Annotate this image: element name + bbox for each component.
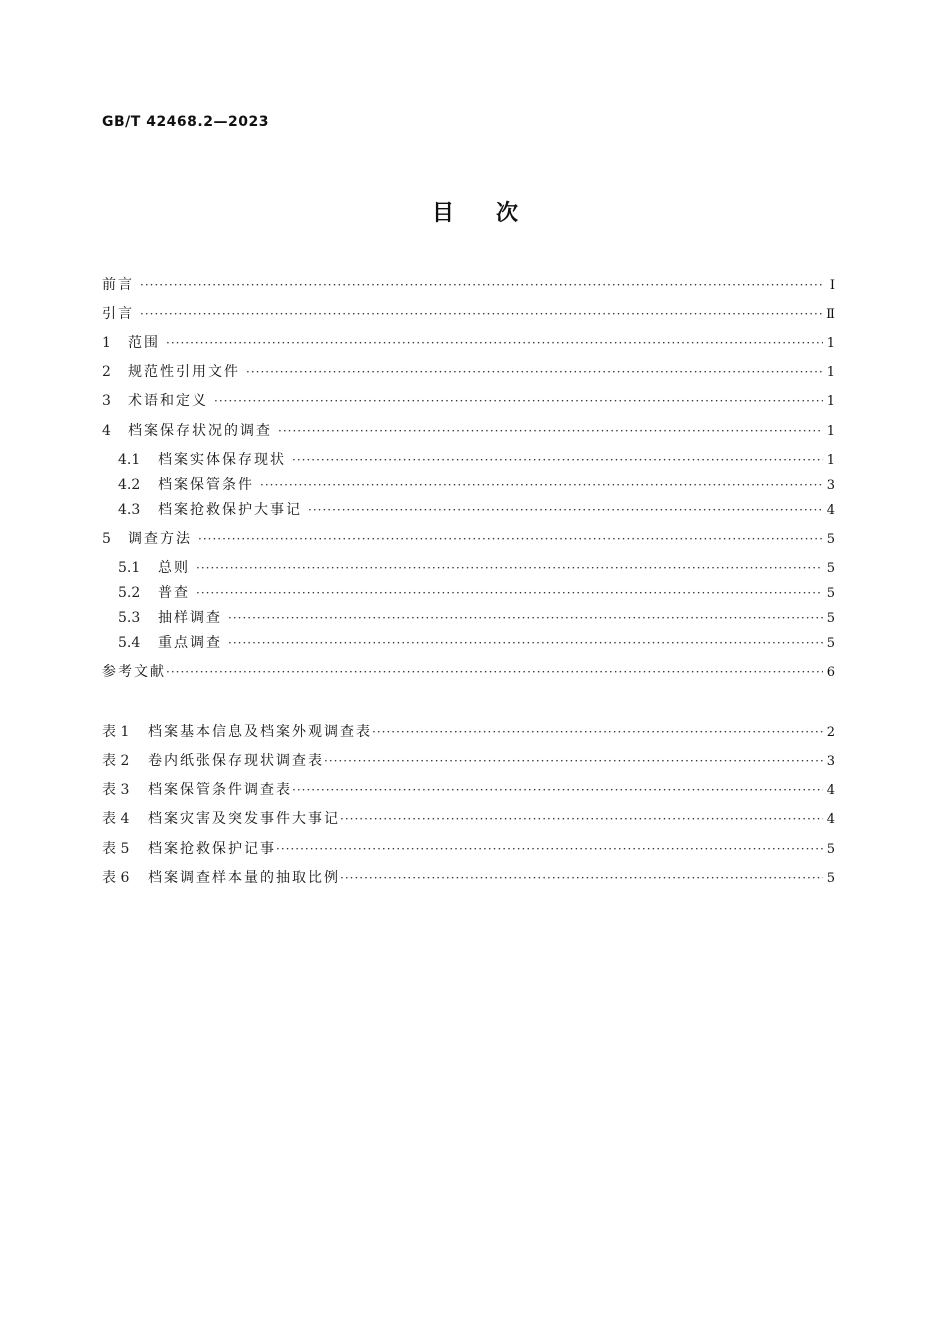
table-list-entry-2[interactable] [102,750,835,772]
toc-entry-4-3[interactable] [118,499,835,521]
toc-entry-introduction[interactable] [102,303,835,325]
toc-entry-label: 术语和定义 [128,393,208,409]
toc-entry-page: 5 [826,586,835,601]
toc-entry-number: 5.2 [118,585,141,601]
table-list-label: 档案抢救保护记事 [148,841,276,857]
toc-entry-label: 普查 [158,585,190,601]
leader-dots [214,390,823,412]
toc-entry-number: 1 [102,335,111,351]
table-list-label: 卷内纸张保存现状调查表 [148,753,324,769]
toc-entry-5-2[interactable] [118,582,835,604]
toc-entry-5-4[interactable] [118,632,835,654]
leader-dots [372,721,823,743]
table-list-number: 表 1 [102,724,130,740]
table-list-number: 表 2 [102,753,130,769]
leader-dots [246,361,823,383]
toc-entry-number: 2 [102,364,111,380]
toc-entry-number: 4.2 [118,477,141,493]
toc-entry-page: 1 [826,424,835,439]
table-list-entry-1[interactable] [102,721,835,743]
leader-dots [166,661,823,683]
toc-entry-number: 5.3 [118,610,141,626]
table-list-entry-5[interactable] [102,838,835,860]
toc-entry-4[interactable] [102,420,835,442]
leader-dots [228,632,823,654]
table-list-number: 表 5 [102,841,130,857]
leader-dots [292,449,823,471]
table-list-label: 档案保管条件调查表 [148,782,292,798]
toc-entry-page: 4 [826,503,835,518]
table-list-entry-3[interactable] [102,779,835,801]
toc-entry-number: 5 [102,531,111,547]
table-list-label: 档案调查样本量的抽取比例 [148,870,340,886]
leader-dots [196,557,823,579]
toc-entry-label: 抽样调查 [158,610,222,626]
toc-entry-1[interactable] [102,332,835,354]
toc-entry-number: 4.1 [118,452,141,468]
toc-entry-2[interactable] [102,361,835,383]
toc-entry-page: 1 [826,394,835,409]
toc-entry-page: 1 [826,365,835,380]
toc-entry-3[interactable] [102,390,835,412]
toc-entry-5-3[interactable] [118,607,835,629]
toc-entry-page: 6 [826,665,835,680]
toc-entry-page: 5 [826,636,835,651]
page-title: 目次 [431,201,560,226]
toc-entry-label: 引言 [102,306,134,322]
toc-entry-label: 调查方法 [128,531,192,547]
table-list-label: 档案灾害及突发事件大事记 [148,811,340,827]
toc-entry-page: Ⅰ [829,278,835,293]
toc-entry-label: 前言 [102,277,134,293]
leader-dots [260,474,823,496]
toc-entry-page: 1 [826,453,835,468]
standard-code: GB/T 42468.2—2023 [102,114,269,130]
leader-dots [340,867,823,889]
toc-entry-references[interactable] [102,661,835,683]
table-list-page: 2 [826,725,835,740]
table-list-number: 表 3 [102,782,130,798]
toc-entry-label: 档案实体保存现状 [158,452,286,468]
leader-dots [308,499,823,521]
leader-dots [166,332,823,354]
table-list-page: 5 [826,871,835,886]
toc-entry-label: 总则 [158,560,190,576]
leader-dots [324,750,823,772]
table-list-page: 4 [826,812,835,827]
toc-entry-page: 5 [826,611,835,626]
leader-dots [140,274,823,296]
leader-dots [196,582,823,604]
toc-entry-label: 重点调查 [158,635,222,651]
toc-entry-number: 5.1 [118,560,141,576]
toc-entry-label: 参考文献 [102,664,166,680]
toc-entry-label: 档案保管条件 [158,477,254,493]
leader-dots [278,420,823,442]
table-list-entry-6[interactable] [102,867,835,889]
toc-entry-5-1[interactable] [118,557,835,579]
table-list-number: 表 6 [102,870,130,886]
toc-entry-label: 范围 [128,335,160,351]
table-list-page: 5 [826,842,835,857]
leader-dots [228,607,823,629]
toc-entry-number: 5.4 [118,635,141,651]
leader-dots [276,838,823,860]
toc-entry-number: 4 [102,423,111,439]
toc-entry-number: 3 [102,393,111,409]
table-list-entry-4[interactable] [102,808,835,830]
toc-entry-page: 5 [826,532,835,547]
toc-entry-page: Ⅱ [826,307,835,322]
leader-dots [292,779,823,801]
table-list-page: 4 [826,783,835,798]
toc-entry-page: 3 [826,478,835,493]
toc-entry-4-1[interactable] [118,449,835,471]
toc-entry-number: 4.3 [118,502,141,518]
toc-entry-5[interactable] [102,528,835,550]
table-list-label: 档案基本信息及档案外观调查表 [148,724,372,740]
toc-entry-label: 档案保存状况的调查 [128,423,272,439]
table-list-number: 表 4 [102,811,130,827]
toc-entry-foreword[interactable] [102,274,835,296]
table-list-page: 3 [826,754,835,769]
toc-entry-page: 5 [826,561,835,576]
leader-dots [340,808,823,830]
toc-entry-label: 档案抢救保护大事记 [158,502,302,518]
toc-entry-label: 规范性引用文件 [128,364,240,380]
toc-entry-page: 1 [826,336,835,351]
toc-entry-4-2[interactable] [118,474,835,496]
leader-dots [140,303,822,325]
leader-dots [198,528,823,550]
